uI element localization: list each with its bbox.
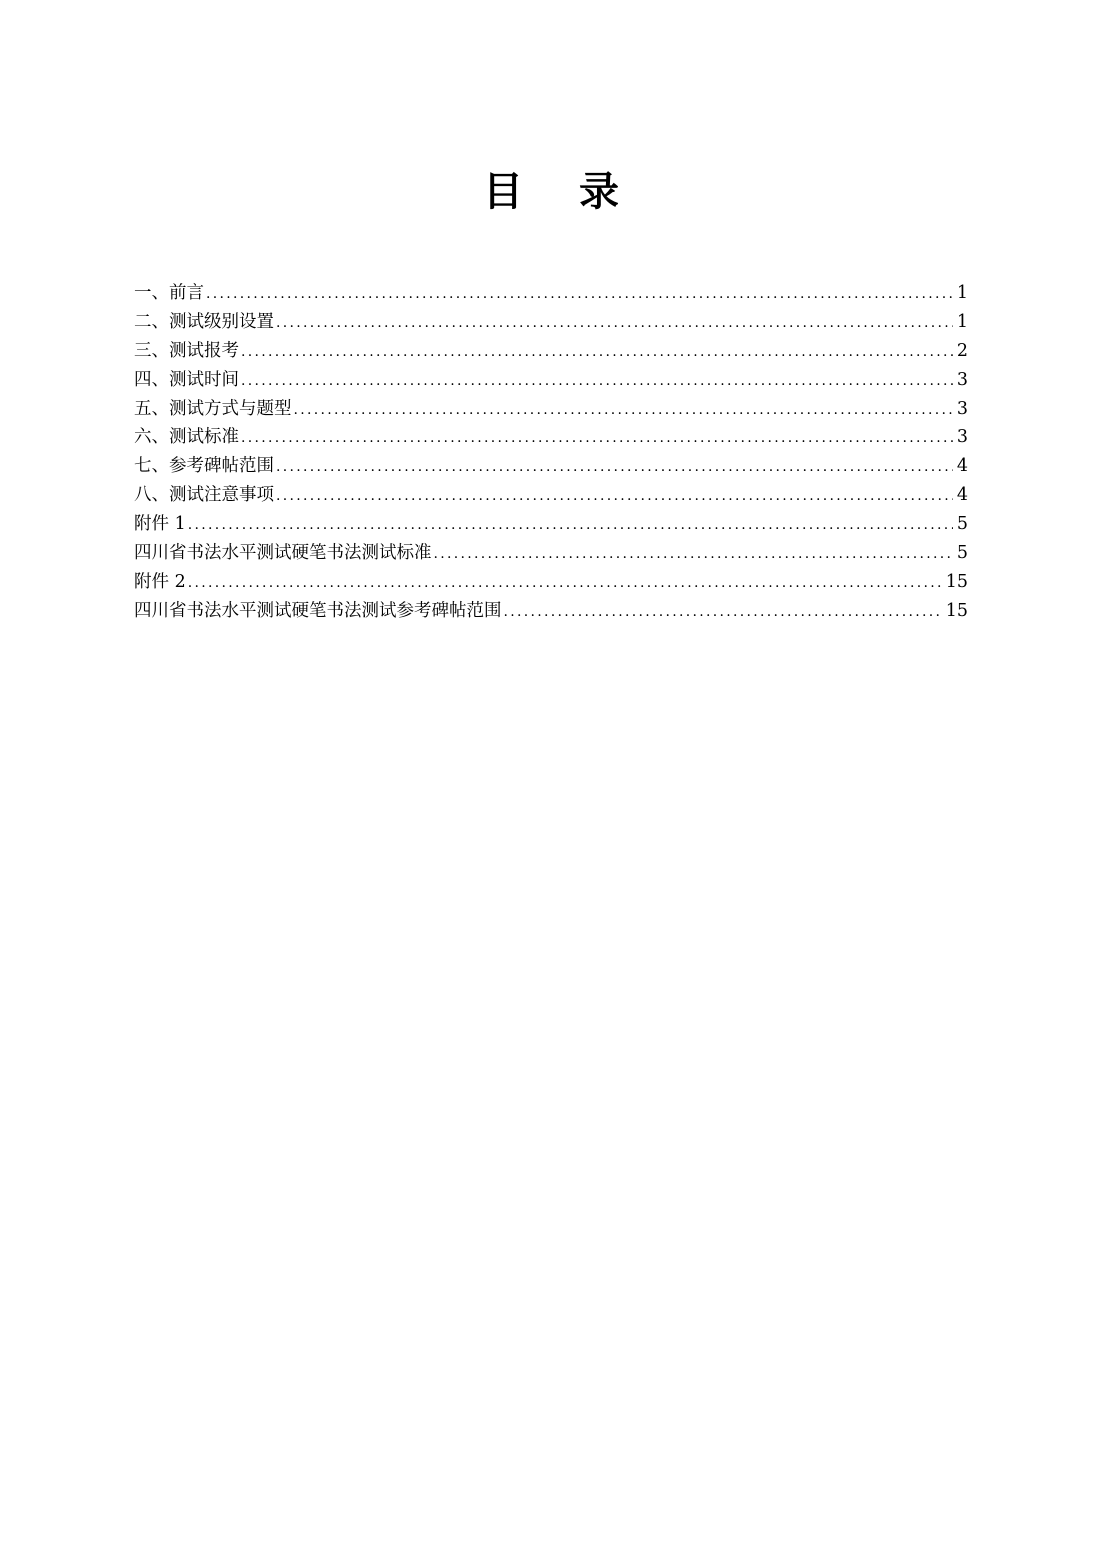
toc-entry-page: 5 xyxy=(956,543,968,564)
toc-entry-page: 5 xyxy=(956,514,968,535)
toc-entry[interactable] xyxy=(134,597,968,626)
toc-entry-page: 3 xyxy=(956,427,968,448)
toc-entry-page: 4 xyxy=(956,456,968,477)
toc-entry-page: 1 xyxy=(956,311,968,332)
toc-entry-label: 附件 2 xyxy=(134,571,186,592)
toc-entry[interactable] xyxy=(134,279,968,308)
toc-entry[interactable] xyxy=(134,568,968,597)
toc-leader-dots xyxy=(504,598,942,627)
toc-entry-label: 四川省书法水平测试硬笔书法测试标准 xyxy=(134,543,432,564)
toc-entry-label: 二、测试级别设置 xyxy=(134,311,274,332)
toc-entry[interactable] xyxy=(134,481,968,510)
toc-entry[interactable] xyxy=(134,308,968,337)
toc-entry-label: 三、测试报考 xyxy=(134,340,239,361)
toc-entry[interactable] xyxy=(134,539,968,568)
toc-entry[interactable] xyxy=(134,452,968,481)
toc-entry-label: 五、测试方式与题型 xyxy=(134,398,292,419)
toc-entry-label: 一、前言 xyxy=(134,283,204,303)
toc-leader-dots xyxy=(276,309,953,338)
toc-entry-page: 3 xyxy=(956,369,968,390)
toc-leader-dots xyxy=(294,396,953,425)
toc-entry[interactable] xyxy=(134,423,968,452)
toc-entry-page: 3 xyxy=(956,398,968,419)
toc-title xyxy=(0,162,1102,222)
toc-entry-label: 附件 1 xyxy=(134,514,186,535)
toc-entry-page: 2 xyxy=(956,340,968,361)
toc-entry-label: 四、测试时间 xyxy=(134,369,239,390)
toc-entry-label: 八、测试注意事项 xyxy=(134,485,274,506)
toc-entry-page: 4 xyxy=(956,485,968,506)
toc-entry[interactable] xyxy=(134,395,968,424)
toc-leader-dots xyxy=(206,280,953,309)
toc-leader-dots xyxy=(241,338,953,367)
toc-entry[interactable] xyxy=(134,510,968,539)
toc-title-char: 录 xyxy=(579,169,619,215)
toc-leader-dots xyxy=(276,453,953,482)
toc-entry-label: 四川省书法水平测试硬笔书法测试参考碑帖范围 xyxy=(134,600,502,621)
toc-entry-page: 15 xyxy=(945,600,968,621)
toc-entry-page: 15 xyxy=(945,571,968,592)
toc-entry-page: 1 xyxy=(956,283,968,303)
toc-leader-dots xyxy=(241,367,953,396)
toc-leader-dots xyxy=(276,482,953,511)
toc-leader-dots xyxy=(188,569,942,598)
toc-entry-label: 七、参考碑帖范围 xyxy=(134,456,274,477)
toc-list xyxy=(134,279,968,626)
toc-leader-dots xyxy=(188,511,953,540)
toc-entry[interactable] xyxy=(134,366,968,395)
toc-leader-dots xyxy=(434,540,953,569)
toc-leader-dots xyxy=(241,424,953,453)
toc-entry-label: 六、测试标准 xyxy=(134,427,239,448)
toc-entry[interactable] xyxy=(134,337,968,366)
toc-title-char: 目 xyxy=(483,169,523,215)
